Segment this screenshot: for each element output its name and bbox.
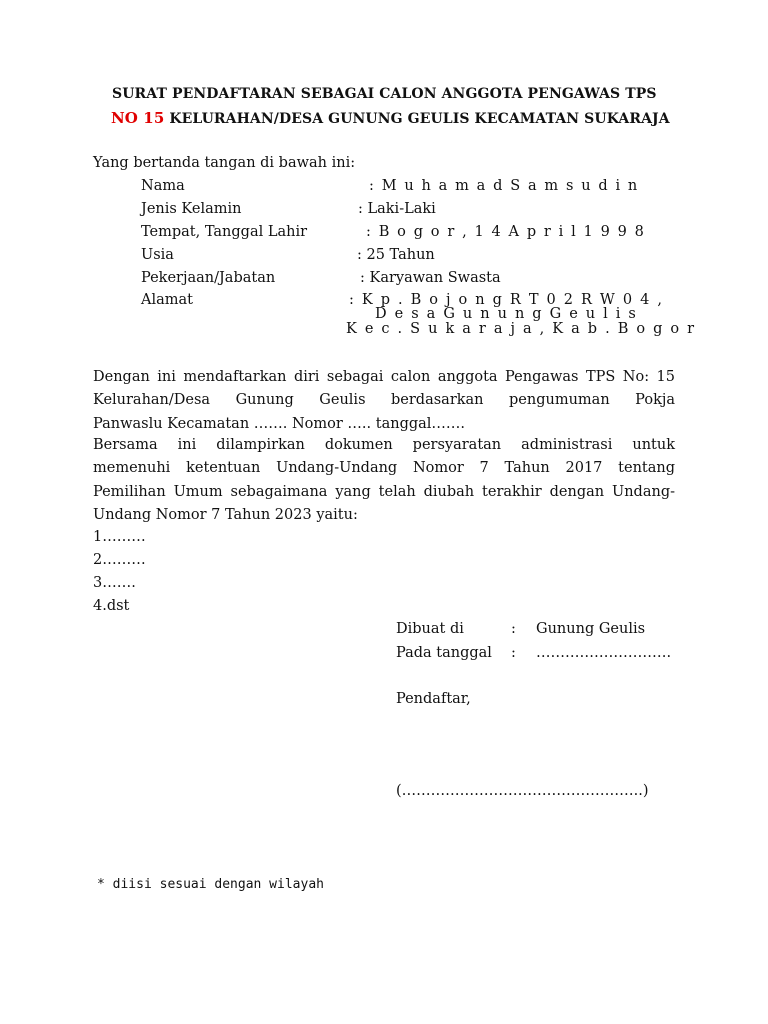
list-item: 4.dst <box>93 598 130 614</box>
paragraph-line: Dengan ini mendaftarkan diri sebagai calon anggota Pengawas TPS No: 15 <box>93 369 675 385</box>
field-value-gender: : Laki-Laki <box>358 201 436 217</box>
date-label: Pada tanggal <box>396 645 492 661</box>
footnote: * diisi sesuai dengan wilayah <box>97 877 324 892</box>
place-colon: : <box>511 621 516 637</box>
subtitle-location: KELURAHAN/DESA GUNUNG GEULIS KECAMATAN SUKARAJA <box>169 111 670 127</box>
list-item: 1……… <box>93 529 146 545</box>
registrant-label: Pendaftar, <box>396 691 471 707</box>
document-subtitle <box>111 109 670 127</box>
field-value-birth: : B o g o r , 1 4 A p r i l 1 9 9 8 <box>366 224 646 240</box>
field-value-age: : 25 Tahun <box>357 247 435 263</box>
list-item: 2……… <box>93 552 146 568</box>
field-label-occupation: Pekerjaan/Jabatan <box>141 270 276 286</box>
field-value-address: : K p . B o j o n g R T 0 2 R W 0 4 , <box>349 292 664 308</box>
field-value-name: : M u h a m a d S a m s u d i n <box>369 178 639 194</box>
paragraph-line: Kelurahan/Desa Gunung Geulis berdasarkan pengumuman Pokja <box>93 392 675 409</box>
date-value: ………………………. <box>536 645 672 661</box>
field-value-occupation: : Karyawan Swasta <box>360 270 501 286</box>
address-line-3: K e c . S u k a r a j a , K a b . B o g o r <box>346 321 696 337</box>
field-label-address: Alamat <box>141 292 193 308</box>
attachment-paragraph <box>93 434 675 527</box>
tps-number: NO 15 <box>111 109 165 127</box>
paragraph-line: Panwaslu Kecamatan ……. Nomor ….. tanggal……. <box>93 415 466 432</box>
signature-name-line: (…………………………………………..) <box>396 783 649 799</box>
paragraph-line: Undang Nomor 7 Tahun 2023 yaitu: <box>93 506 358 523</box>
place-value: Gunung Geulis <box>536 621 646 637</box>
registration-paragraph <box>93 366 675 436</box>
address-line-2: D e s a G u n u n g G e u l i s <box>375 306 638 322</box>
intro-text: Yang bertanda tangan di bawah ini: <box>93 155 356 171</box>
field-label-gender: Jenis Kelamin <box>141 201 242 217</box>
paragraph-line: Pemilihan Umum sebagaimana yang telah diubah terakhir dengan Undang- <box>93 483 675 500</box>
document-title: SURAT PENDAFTARAN SEBAGAI CALON ANGGOTA PENGAWAS TPS <box>112 86 657 102</box>
paragraph-line: memenuhi ketentuan Undang-Undang Nomor 7 Tahun 2017 tentang <box>93 460 675 477</box>
field-label-age: Usia <box>141 247 174 263</box>
field-label-birth: Tempat, Tanggal Lahir <box>141 224 308 240</box>
paragraph-line: Bersama ini dilampirkan dokumen persyaratan administrasi untuk <box>93 437 675 453</box>
list-item: 3……. <box>93 575 136 591</box>
place-label: Dibuat di <box>396 621 464 637</box>
field-label-name: Nama <box>141 178 185 194</box>
date-colon: : <box>511 645 516 661</box>
